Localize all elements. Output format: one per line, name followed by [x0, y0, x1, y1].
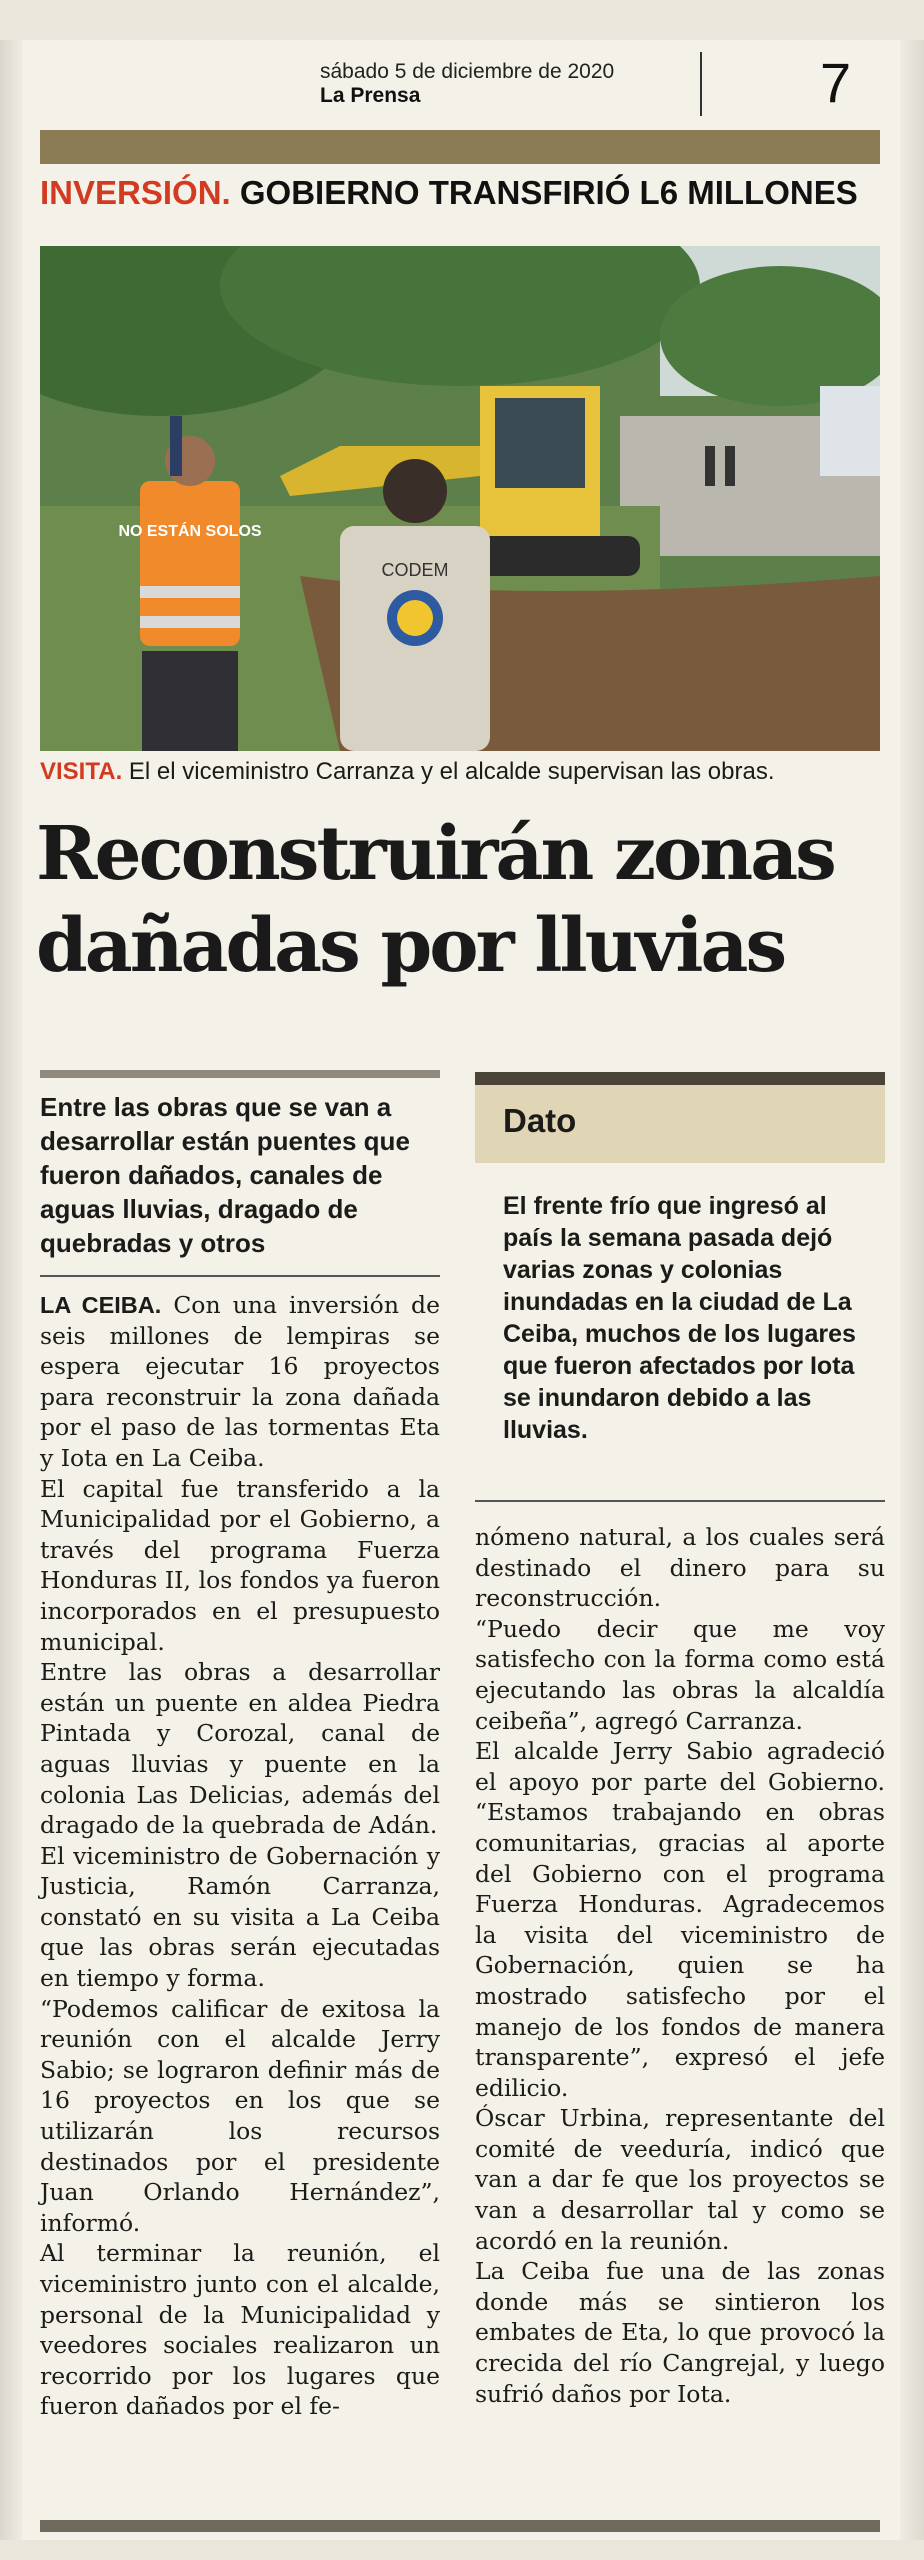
paragraph-4: El viceministro de Gobernación y Justicia, Ramón Carranza, constató en su visita a La Ceiba que las obras serán ejecutadas en tiempo y forma. — [40, 1841, 440, 1993]
paragraph-10: Óscar Urbina, representante del comité de veeduría, indicó que van a dar fe que los proyectos se van a desarrollar tal y como se acordó en la reunión. — [475, 2104, 885, 2255]
subhead-top-rule — [40, 1070, 440, 1078]
shirt-text: CODEM — [381, 560, 449, 580]
article-photo — [40, 246, 880, 751]
paragraph-11: La Ceiba fue una de las zonas donde más se sintieron los embates de Eta, lo que provocó la crecida del río Cangrejal, y luego sufrió daños por Iota. — [475, 2257, 885, 2408]
reflective-stripe-1 — [140, 586, 240, 598]
kicker-section: INVERSIÓN. — [40, 174, 231, 211]
vest-text: NO ESTÁN SOLOS — [118, 523, 262, 540]
paragraph-7: nómeno natural, a los cuales será destinado el dinero para su reconstrucción. — [475, 1523, 885, 1613]
caption-label: VISITA. — [40, 758, 123, 785]
kicker — [40, 174, 858, 212]
bystander-1 — [705, 446, 715, 486]
page-right-edge — [900, 40, 924, 2540]
mayor-head — [383, 459, 447, 523]
issue-date: sábado 5 de diciembre de 2020 — [320, 60, 615, 83]
dato-text: El frente frío que ingresó al país la semana pasada dejó varias zonas y colonias inundadas en la ciudad de La Ceiba, muchos de los lugares que fueron afectados por Iota se inundaron debido a las lluvias. — [503, 1192, 856, 1444]
paragraph-2: El capital fue transferido a la Municipalidad por el Gobierno, a través del programa Fuerza Honduras II, los fondos ya fueron incorporados en el presupuesto municipal. — [40, 1474, 440, 1656]
page-number: 7 — [820, 51, 852, 114]
article-column-1 — [40, 1290, 440, 2422]
dato-top-bar — [475, 1072, 885, 1086]
truck — [820, 386, 880, 476]
dato-title: Dato — [503, 1102, 577, 1139]
bystander-2 — [725, 446, 735, 486]
photo-caption — [40, 758, 900, 786]
headline — [36, 808, 896, 992]
paragraph-3: Entre las obras a desarrollar están un puente en aldea Piedra Pintada y Corozal, canal de aguas lluvias y puente en la colonia Las Delicias, además del dragado de la quebrada de Adán. — [40, 1658, 440, 1840]
article-column-2 — [475, 1522, 885, 2409]
kicker-title: GOBIERNO TRANSFIRIÓ L6 MILLONES — [239, 174, 858, 211]
excavator-tracks — [470, 536, 640, 576]
dateline: LA CEIBA. — [40, 1292, 162, 1318]
excavator-window — [495, 398, 585, 488]
newspaper-name: La Prensa — [320, 84, 421, 107]
paragraph-9: El alcalde Jerry Sabio agradeció el apoyo por parte del Gobierno. “Estamos trabajando en obras comunitarias, gracias al aporte del Gobierno con el programa Fuerza Honduras. Agradecemos la visita del viceministro de Gobernación, quien se ha mostrado satisfecho por el manejo de los fondos de manera transparente”, expresó el jefe edilicio. — [475, 1737, 885, 2102]
subheadline: Entre las obras que se van a desarrollar están puentes que fueron dañados, canales de aguas lluvias, dragado de quebradas y otros — [40, 1092, 410, 1258]
section-bar — [40, 130, 880, 164]
worker-background — [170, 416, 182, 476]
official-trousers — [142, 651, 238, 751]
paragraph-1 — [40, 1290, 440, 1474]
caption-text: El el viceministro Carranza y el alcalde supervisan las obras. — [122, 758, 775, 785]
footer-bar — [40, 2520, 880, 2532]
header-divider — [700, 52, 702, 116]
headline-line-2: dañadas por lluvias — [36, 903, 785, 989]
copeco-logo-inner — [397, 600, 433, 636]
page-left-edge — [0, 40, 22, 2540]
photo-scene — [40, 246, 880, 751]
paragraph-8: “Puedo decir que me voy satisfecho con la forma como está ejecutando las obras la alcaldía ceibeña”, agregó Carranza. — [475, 1614, 885, 1735]
reflective-stripe-2 — [140, 616, 240, 628]
paragraph-5: “Podemos calificar de exitosa la reunión con el alcalde Jerry Sabio; se lograron definir más de 16 proyectos en los que se utilizarán los recursos destinados por el presidente Juan Orlando Hernández”, informó. — [40, 1994, 440, 2237]
paragraph-1-text: Con una inversión de seis millones de lempiras se espera ejecutar 16 proyectos para reconstruir la zona dañada por el paso de las tormentas Eta y Iota en La Ceiba. — [40, 1291, 440, 1472]
dato-bottom-rule — [475, 1500, 885, 1502]
subhead-bottom-rule — [40, 1275, 440, 1277]
paragraph-6: Al terminar la reunión, el viceministro junto con el alcalde, personal de la Municipalidad y veedores sociales realizaron un recorrido por los lugares que fueron dañados por el fe- — [40, 2239, 440, 2421]
headline-line-1: Reconstruirán zonas — [36, 811, 834, 897]
